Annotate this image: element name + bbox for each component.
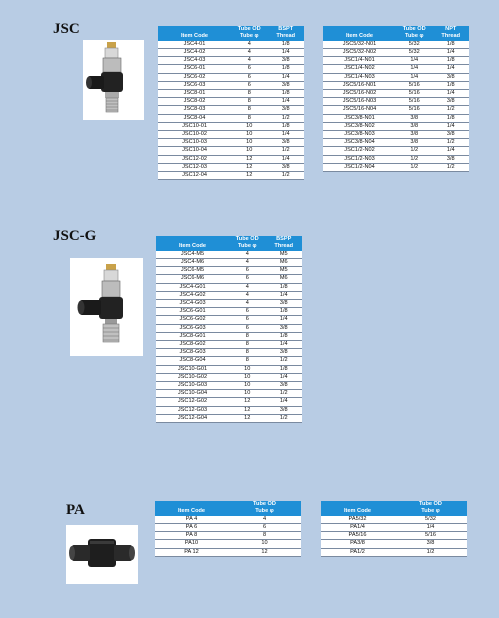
table-row [158,98,304,106]
table-cell: JSC5/16-N02 [323,90,396,98]
table-row [158,57,304,65]
header-cell: BSPT [268,26,305,33]
table-cell: 5/32 [394,516,467,524]
table-cell: 1/2 [266,357,303,365]
table-row [156,275,302,283]
table-cell: 10 [229,365,266,373]
table-cell: JSC12-G04 [156,414,229,422]
table-row [158,106,304,114]
table-cell: 3/8 [266,349,303,357]
table-cell: 8 [229,341,266,349]
table-cell: 12 [229,398,266,406]
table-row [156,283,302,291]
table-cell: 10 [231,122,268,130]
header-cell: Item Code [156,243,229,250]
table-row [323,163,469,171]
union-straight-pa-image [66,525,138,584]
table-cell: JSC6-M5 [156,267,229,275]
table-header-row [156,236,302,243]
header-cell [156,236,229,243]
table-cell: JSC5/16-N01 [323,81,396,89]
table-header-row [323,26,469,33]
table-cell: JSC10-G02 [156,373,229,381]
table-cell: PA 6 [155,523,228,531]
table-cell: 3/8 [266,406,303,414]
table-cell: PA5/16 [321,532,394,540]
header-cell: Tube φ [228,508,301,515]
header-cell: Item Code [321,508,394,515]
table-cell: M6 [266,258,303,266]
table-cell: 1/4 [433,122,470,130]
table-row [321,548,467,556]
table-row [156,316,302,324]
table-cell: 8 [231,106,268,114]
table-row [158,73,304,81]
table-cell: JSC5/16-N04 [323,106,396,114]
header-cell: NPT [433,26,470,33]
table-cell: 4 [229,258,266,266]
table-cell: 6 [231,65,268,73]
header-cell: Tube OD [394,501,467,508]
table-cell: 3/8 [396,131,433,139]
table-row [323,139,469,147]
table-cell: 1/4 [266,341,303,349]
table-cell: JSC4-02 [158,48,231,56]
table-cell: 1/8 [433,81,470,89]
table-cell: 1/2 [394,548,467,556]
table-cell: JSC8-G01 [156,332,229,340]
table-row [158,155,304,163]
header-cell: Item Code [158,33,231,40]
table-cell: 3/8 [268,81,305,89]
table-cell: 1/2 [433,106,470,114]
table-row [323,155,469,163]
table-cell: 5/32 [396,48,433,56]
table-cell: 10 [228,540,301,548]
table-cell: JSC3/8-N01 [323,114,396,122]
table-cell: 6 [228,523,301,531]
table-cell: PA1/4 [321,523,394,531]
table-jsc-g-bspp [156,236,302,423]
header-cell: Tube φ [394,508,467,515]
table-row [156,332,302,340]
table-cell: JSC4-01 [158,41,231,49]
table-cell: 1/4 [268,73,305,81]
table-row [155,523,301,531]
table-cell: 8 [231,90,268,98]
table-cell: 1/8 [433,57,470,65]
table-cell: JSC3/8-N02 [323,122,396,130]
table-row [323,57,469,65]
table-cell: JSC3/8-N03 [323,131,396,139]
table-cell: 10 [231,147,268,155]
table-row [158,172,304,180]
table-cell: JSC1/4-N01 [323,57,396,65]
table-cell: 1/8 [266,283,303,291]
table-cell: 1/4 [268,131,305,139]
table-cell: 1/4 [266,398,303,406]
table-cell: 1/4 [266,373,303,381]
table-row [156,382,302,390]
table-cell: JSC10-03 [158,139,231,147]
table-row [158,90,304,98]
table-row [156,291,302,299]
table-row [155,548,301,556]
table-row [323,48,469,56]
table-cell: 1/4 [268,155,305,163]
table-row [158,139,304,147]
header-cell [158,26,231,33]
table-cell: 6 [229,267,266,275]
header-cell [321,501,394,508]
table-row [158,81,304,89]
table-cell: 1/4 [433,147,470,155]
table-cell: JSC12-02 [158,155,231,163]
table-cell: JSC10-01 [158,122,231,130]
table-cell: JSC10-G04 [156,390,229,398]
table-cell: 5/16 [396,106,433,114]
product-photo-jsc [83,40,144,120]
table-cell: 3/8 [396,122,433,130]
table-cell: M5 [266,251,303,259]
table-row [156,300,302,308]
table-row [158,65,304,73]
table-cell: 12 [228,548,301,556]
table-cell: M5 [266,267,303,275]
table-row [323,98,469,106]
table-cell: 12 [231,163,268,171]
table-row [158,163,304,171]
table-cell: 10 [231,131,268,139]
table-cell: JSC6-G02 [156,316,229,324]
table-cell: 1/4 [268,98,305,106]
table-row [156,390,302,398]
table-cell: JSC8-G03 [156,349,229,357]
table-cell: JSC12-04 [158,172,231,180]
table-cell: 8 [228,532,301,540]
table-row [158,122,304,130]
table-cell: JSC6-M6 [156,275,229,283]
header-cell: Tube OD [229,236,266,243]
table-cell: JSC12-03 [158,163,231,171]
table-cell: 5/16 [396,98,433,106]
header-cell: Item Code [323,33,396,40]
table-cell: 6 [229,316,266,324]
table-cell: M6 [266,275,303,283]
table-cell: 3/8 [268,106,305,114]
table-header-row [156,243,302,250]
table-row [155,532,301,540]
table-cell: 5/16 [396,81,433,89]
table-row [156,251,302,259]
table-cell: 1/8 [266,308,303,316]
header-cell: Tube φ [231,33,268,40]
table-cell: 1/2 [396,155,433,163]
table-row [156,414,302,422]
table-row [156,341,302,349]
table-cell: 3/8 [433,73,470,81]
table-cell: JSC8-01 [158,90,231,98]
table-cell: JSC10-G03 [156,382,229,390]
table-cell: PA10 [155,540,228,548]
table-row [156,373,302,381]
table-cell: 12 [231,172,268,180]
table-cell: JSC8-03 [158,106,231,114]
table-cell: 3/8 [433,155,470,163]
table-cell: JSC4-G02 [156,291,229,299]
product-photo-jsc-g [70,258,143,356]
table-cell: JSC1/4-N02 [323,65,396,73]
table-cell: 4 [231,48,268,56]
table-cell: JSC12-G03 [156,406,229,414]
table-cell: 1/4 [396,57,433,65]
table-row [321,532,467,540]
fitting-jsc-image [83,40,144,120]
table-cell: 4 [229,291,266,299]
table-cell: 1/2 [266,390,303,398]
table-header-row [323,33,469,40]
table-cell: 3/8 [396,139,433,147]
table-cell: 3/8 [433,131,470,139]
table-row [323,147,469,155]
table-cell: 1/4 [266,316,303,324]
table-cell: 10 [229,382,266,390]
table-cell: 12 [229,414,266,422]
table-row [155,540,301,548]
table-cell: 1/4 [268,48,305,56]
table-cell: 1/8 [268,122,305,130]
table-cell: 8 [231,114,268,122]
table-cell: 4 [228,516,301,524]
table-cell: PA1/2 [321,548,394,556]
table-header-row [158,33,304,40]
table-cell: JSC12-G02 [156,398,229,406]
table-row [156,398,302,406]
table-cell: JSC8-02 [158,98,231,106]
table-cell: 6 [231,73,268,81]
table-cell: 5/32 [396,41,433,49]
table-cell: 1/4 [433,90,470,98]
table-row [321,516,467,524]
table-cell: JSC4-03 [158,57,231,65]
table-row [156,365,302,373]
table-cell: JSC5/32-N02 [323,48,396,56]
table-cell: 1/4 [433,65,470,73]
table-cell: 12 [229,406,266,414]
table-cell: 12 [231,155,268,163]
table-cell: JSC1/4-N03 [323,73,396,81]
table-cell: 8 [231,98,268,106]
table-row [323,122,469,130]
table-cell: 1/2 [268,147,305,155]
table-cell: 3/8 [396,114,433,122]
table-cell: JSC8-04 [158,114,231,122]
table-row [156,357,302,365]
table-cell: 1/8 [268,65,305,73]
header-cell: Item Code [155,508,228,515]
table-cell: JSC10-G01 [156,365,229,373]
table-cell: 1/4 [396,73,433,81]
table-cell: JSC6-01 [158,65,231,73]
table-row [158,48,304,56]
table-row [323,65,469,73]
table-cell: 1/8 [433,114,470,122]
table-cell: JSC1/2-N03 [323,155,396,163]
table-cell: 3/8 [266,300,303,308]
table-cell: 4 [229,300,266,308]
table-cell: 1/8 [266,365,303,373]
table-header-row [158,26,304,33]
table-row [158,41,304,49]
table-cell: 1/4 [433,48,470,56]
table-cell: 6 [229,308,266,316]
table-cell: 4 [229,251,266,259]
table-row [323,131,469,139]
section-title-pa: PA [66,502,85,518]
table-cell: 1/8 [268,41,305,49]
table-cell: 1/2 [268,172,305,180]
table-cell: 10 [229,390,266,398]
header-cell: Thread [266,243,303,250]
header-cell: Tube φ [396,33,433,40]
table-cell: 1/8 [433,41,470,49]
table-row [158,131,304,139]
header-cell: Tube OD [228,501,301,508]
table-cell: PA 4 [155,516,228,524]
table-row [156,349,302,357]
table-cell: 5/16 [394,532,467,540]
table-cell: 3/8 [266,382,303,390]
table-row [156,267,302,275]
table-cell: 1/2 [268,114,305,122]
table-row [156,324,302,332]
header-cell: BSPP [266,236,303,243]
table-cell: 3/8 [394,540,467,548]
table-header-row [155,508,301,515]
header-cell [155,501,228,508]
table-row [158,114,304,122]
table-cell: 1/2 [433,163,470,171]
table-row [321,540,467,548]
table-row [323,106,469,114]
table-row [158,147,304,155]
table-cell: JSC4-M5 [156,251,229,259]
table-cell: 1/2 [396,147,433,155]
table-cell: JSC6-02 [158,73,231,81]
table-row [156,258,302,266]
table-cell: 3/8 [268,163,305,171]
table-row [323,73,469,81]
section-title-jsc: JSC [53,21,80,37]
table-header-row [321,508,467,515]
table-cell: JSC6-03 [158,81,231,89]
table-pa-inch [321,501,467,557]
header-cell: Tube OD [231,26,268,33]
table-cell: 1/4 [396,65,433,73]
header-cell [323,26,396,33]
table-cell: PA 8 [155,532,228,540]
table-cell: PA3/8 [321,540,394,548]
table-cell: JSC10-02 [158,131,231,139]
table-cell: 10 [231,139,268,147]
fitting-jsc-g-image [70,258,143,356]
table-cell: 8 [229,332,266,340]
table-cell: 1/8 [266,332,303,340]
table-row [323,41,469,49]
table-cell: JSC6-G03 [156,324,229,332]
table-cell: 8 [229,357,266,365]
table-cell: 1/4 [394,523,467,531]
table-cell: 10 [229,373,266,381]
table-cell: JSC10-04 [158,147,231,155]
table-row [156,406,302,414]
table-cell: JSC5/32-N01 [323,41,396,49]
product-photo-pa [66,525,138,584]
table-pa-metric [155,501,301,557]
table-cell: 6 [229,324,266,332]
header-cell: Thread [268,33,305,40]
table-cell: JSC5/16-N03 [323,98,396,106]
table-cell: JSC1/2-N02 [323,147,396,155]
table-cell: 1/2 [396,163,433,171]
table-row [156,308,302,316]
table-cell: JSC4-G03 [156,300,229,308]
table-row [321,523,467,531]
section-title-jsc-g: JSC-G [53,228,97,244]
table-cell: 3/8 [268,57,305,65]
table-cell: PA5/32 [321,516,394,524]
table-jsc-npt [323,26,469,172]
table-row [323,81,469,89]
table-cell: 6 [231,81,268,89]
table-cell: JSC6-G01 [156,308,229,316]
table-header-row [155,501,301,508]
table-cell: JSC8-G02 [156,341,229,349]
table-cell: 5/16 [396,90,433,98]
table-row [155,516,301,524]
table-cell: 3/8 [268,139,305,147]
table-cell: 4 [231,57,268,65]
table-cell: 3/8 [266,324,303,332]
table-jsc-bspt [158,26,304,180]
table-row [323,114,469,122]
table-header-row [321,501,467,508]
table-cell: 1/2 [433,139,470,147]
header-cell: Tube OD [396,26,433,33]
table-cell: 1/2 [266,414,303,422]
table-cell: 3/8 [433,98,470,106]
table-cell: PA 12 [155,548,228,556]
table-row [323,90,469,98]
header-cell: Thread [433,33,470,40]
table-cell: 4 [231,41,268,49]
table-cell: JSC4-M6 [156,258,229,266]
table-cell: 4 [229,283,266,291]
table-cell: JSC3/8-N04 [323,139,396,147]
table-cell: 1/4 [266,291,303,299]
table-cell: JSC1/2-N04 [323,163,396,171]
table-cell: 1/8 [268,90,305,98]
table-cell: JSC8-G04 [156,357,229,365]
header-cell: Tube φ [229,243,266,250]
table-cell: 6 [229,275,266,283]
table-cell: JSC4-G01 [156,283,229,291]
table-cell: 8 [229,349,266,357]
